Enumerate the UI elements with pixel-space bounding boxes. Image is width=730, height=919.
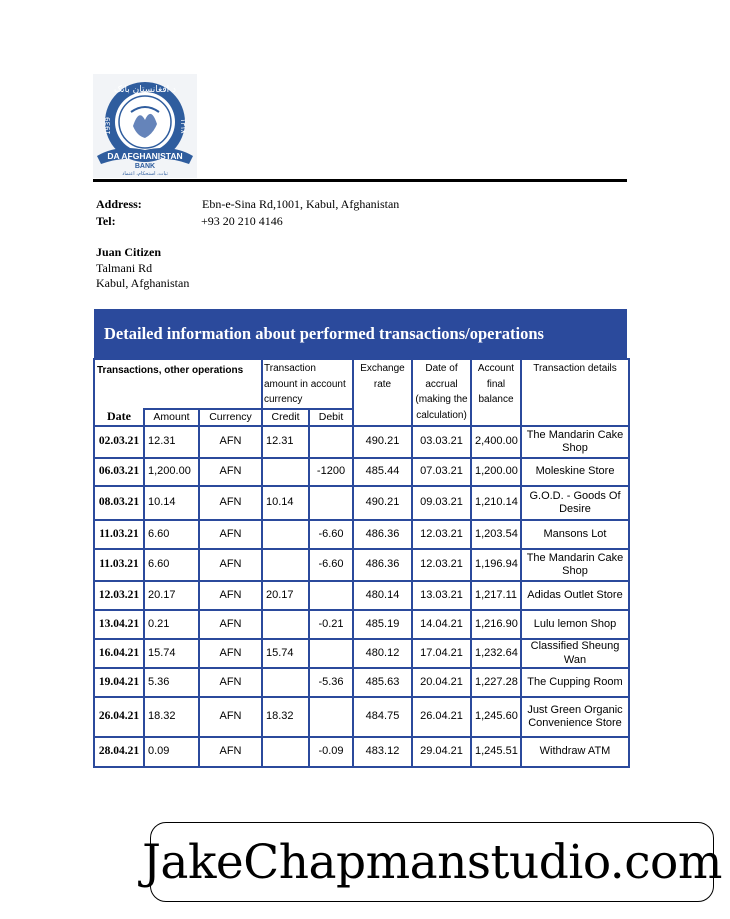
section-title: Detailed information about performed transactions/operations — [94, 309, 627, 358]
date-cell: 19.04.21 — [94, 668, 144, 697]
debit-cell: -6.60 — [309, 520, 353, 549]
credit-cell: 10.14 — [262, 486, 309, 520]
exchange-rate-cell: 485.63 — [353, 668, 412, 697]
header-amount: Amount — [144, 409, 199, 427]
currency-cell: AFN — [199, 581, 262, 610]
debit-cell: -6.60 — [309, 549, 353, 581]
balance-cell: 2,400.00 — [471, 426, 521, 458]
customer-block — [96, 245, 189, 292]
currency-cell: AFN — [199, 458, 262, 486]
balance-cell: 1,216.90 — [471, 610, 521, 639]
currency-cell: AFN — [199, 737, 262, 767]
exchange-rate-cell: 490.21 — [353, 426, 412, 458]
date-cell: 08.03.21 — [94, 486, 144, 520]
bank-logo — [93, 74, 197, 178]
accrual-date-cell: 26.04.21 — [412, 697, 471, 737]
tel-label: Tel: — [96, 214, 116, 228]
balance-cell: 1,245.51 — [471, 737, 521, 767]
details-cell: Mansons Lot — [521, 520, 629, 549]
accrual-date-cell: 03.03.21 — [412, 426, 471, 458]
table-row — [94, 549, 629, 581]
watermark-text: JakeChapmanstudio.com — [142, 834, 722, 890]
balance-cell: 1,200.00 — [471, 458, 521, 486]
amount-cell: 0.21 — [144, 610, 199, 639]
exchange-rate-cell: 490.21 — [353, 486, 412, 520]
exchange-rate-cell: 480.14 — [353, 581, 412, 610]
table-row — [94, 697, 629, 737]
header-date-of-accrual: Date of accrual (making the calculation) — [412, 359, 471, 426]
header-transaction-amount: Transaction amount in account currency — [262, 359, 353, 409]
transactions-body — [94, 426, 629, 767]
debit-cell: -5.36 — [309, 668, 353, 697]
credit-cell: 20.17 — [262, 581, 309, 610]
amount-cell: 18.32 — [144, 697, 199, 737]
credit-cell — [262, 610, 309, 639]
header-transaction-details: Transaction details — [521, 359, 629, 426]
table-row — [94, 458, 629, 486]
credit-cell: 15.74 — [262, 639, 309, 668]
exchange-rate-cell: 486.36 — [353, 549, 412, 581]
currency-cell: AFN — [199, 697, 262, 737]
details-cell: Classified Sheung Wan — [521, 639, 629, 668]
amount-cell: 12.31 — [144, 426, 199, 458]
details-cell: G.O.D. - Goods Of Desire — [521, 486, 629, 520]
header-credit: Credit — [262, 409, 309, 427]
watermark-box — [142, 822, 722, 902]
details-cell: The Mandarin Cake Shop — [521, 426, 629, 458]
amount-cell: 0.09 — [144, 737, 199, 767]
svg-text:1939: 1939 — [104, 117, 112, 135]
date-cell: 11.03.21 — [94, 549, 144, 581]
customer-name: Juan Citizen — [96, 245, 162, 259]
details-cell: The Cupping Room — [521, 668, 629, 697]
table-header-row — [94, 359, 629, 409]
date-cell: 16.04.21 — [94, 639, 144, 668]
accrual-date-cell: 29.04.21 — [412, 737, 471, 767]
credit-cell: 12.31 — [262, 426, 309, 458]
date-cell: 06.03.21 — [94, 458, 144, 486]
header-account-final-balance: Account final balance — [471, 359, 521, 426]
currency-cell: AFN — [199, 426, 262, 458]
currency-cell: AFN — [199, 639, 262, 668]
details-cell: Moleskine Store — [521, 458, 629, 486]
accrual-date-cell: 17.04.21 — [412, 639, 471, 668]
svg-text:DA AFGHANISTAN: DA AFGHANISTAN — [107, 151, 183, 161]
date-cell: 28.04.21 — [94, 737, 144, 767]
table-row — [94, 639, 629, 668]
amount-cell: 20.17 — [144, 581, 199, 610]
exchange-rate-cell: 484.75 — [353, 697, 412, 737]
date-cell: 26.04.21 — [94, 697, 144, 737]
exchange-rate-cell: 486.36 — [353, 520, 412, 549]
balance-cell: 1,227.28 — [471, 668, 521, 697]
balance-cell: 1,217.11 — [471, 581, 521, 610]
header-debit: Debit — [309, 409, 353, 427]
address-value: Ebn-e-Sina Rd,1001, Kabul, Afghanistan — [202, 197, 400, 211]
credit-cell: 18.32 — [262, 697, 309, 737]
exchange-rate-cell: 480.12 — [353, 639, 412, 668]
svg-text:BANK: BANK — [134, 163, 156, 170]
debit-cell — [309, 581, 353, 610]
currency-cell: AFN — [199, 610, 262, 639]
currency-cell: AFN — [199, 520, 262, 549]
debit-cell — [309, 697, 353, 737]
table-row — [94, 426, 629, 458]
exchange-rate-cell: 485.19 — [353, 610, 412, 639]
table-row — [94, 668, 629, 697]
accrual-date-cell: 13.03.21 — [412, 581, 471, 610]
header-rule — [93, 179, 627, 182]
amount-cell: 10.14 — [144, 486, 199, 520]
table-row — [94, 737, 629, 767]
amount-cell: 6.60 — [144, 520, 199, 549]
debit-cell — [309, 639, 353, 668]
details-cell: The Mandarin Cake Shop — [521, 549, 629, 581]
balance-cell: 1,210.14 — [471, 486, 521, 520]
amount-cell: 6.60 — [144, 549, 199, 581]
customer-address-line1: Talmani Rd — [96, 260, 153, 275]
svg-text:د افغانستان بانک: د افغانستان بانک — [113, 85, 177, 95]
header-date: Date — [94, 409, 144, 427]
balance-cell: 1,203.54 — [471, 520, 521, 549]
debit-cell: -1200 — [309, 458, 353, 486]
details-cell: Lulu lemon Shop — [521, 610, 629, 639]
header-currency: Currency — [199, 409, 262, 427]
credit-cell — [262, 737, 309, 767]
date-cell: 13.04.21 — [94, 610, 144, 639]
credit-cell — [262, 668, 309, 697]
credit-cell — [262, 458, 309, 486]
header-exchange-rate: Exchange rate — [353, 359, 412, 426]
header-transactions-group: Transactions, other operations — [94, 359, 262, 409]
table-row — [94, 486, 629, 520]
amount-cell: 5.36 — [144, 668, 199, 697]
exchange-rate-cell: 485.44 — [353, 458, 412, 486]
table-row — [94, 581, 629, 610]
credit-cell — [262, 520, 309, 549]
balance-cell: 1,232.64 — [471, 639, 521, 668]
balance-cell: 1,245.60 — [471, 697, 521, 737]
accrual-date-cell: 20.04.21 — [412, 668, 471, 697]
svg-text:ثبات، استحکام، اعتماد: ثبات، استحکام، اعتماد — [122, 171, 168, 177]
debit-cell: -0.09 — [309, 737, 353, 767]
currency-cell: AFN — [199, 549, 262, 581]
accrual-date-cell: 14.04.21 — [412, 610, 471, 639]
currency-cell: AFN — [199, 668, 262, 697]
customer-address-line2: Kabul, Afghanistan — [96, 276, 190, 290]
transactions-table — [93, 358, 630, 768]
accrual-date-cell: 07.03.21 — [412, 458, 471, 486]
amount-cell: 1,200.00 — [144, 458, 199, 486]
debit-cell: -0.21 — [309, 610, 353, 639]
date-cell: 11.03.21 — [94, 520, 144, 549]
debit-cell — [309, 486, 353, 520]
accrual-date-cell: 09.03.21 — [412, 486, 471, 520]
details-cell: Adidas Outlet Store — [521, 581, 629, 610]
details-cell: Just Green Organic Convenience Store — [521, 697, 629, 737]
accrual-date-cell: 12.03.21 — [412, 520, 471, 549]
debit-cell — [309, 426, 353, 458]
credit-cell — [262, 549, 309, 581]
currency-cell: AFN — [199, 486, 262, 520]
date-cell: 02.03.21 — [94, 426, 144, 458]
details-cell: Withdraw ATM — [521, 737, 629, 767]
table-row — [94, 610, 629, 639]
accrual-date-cell: 12.03.21 — [412, 549, 471, 581]
address-label: Address: — [96, 197, 142, 211]
svg-text:۱۳۱۸: ۱۳۱۸ — [179, 118, 187, 134]
exchange-rate-cell: 483.12 — [353, 737, 412, 767]
tel-value: +93 20 210 4146 — [201, 214, 283, 228]
amount-cell: 15.74 — [144, 639, 199, 668]
bank-seal-icon — [93, 74, 197, 178]
balance-cell: 1,196.94 — [471, 549, 521, 581]
table-row — [94, 520, 629, 549]
date-cell: 12.03.21 — [94, 581, 144, 610]
